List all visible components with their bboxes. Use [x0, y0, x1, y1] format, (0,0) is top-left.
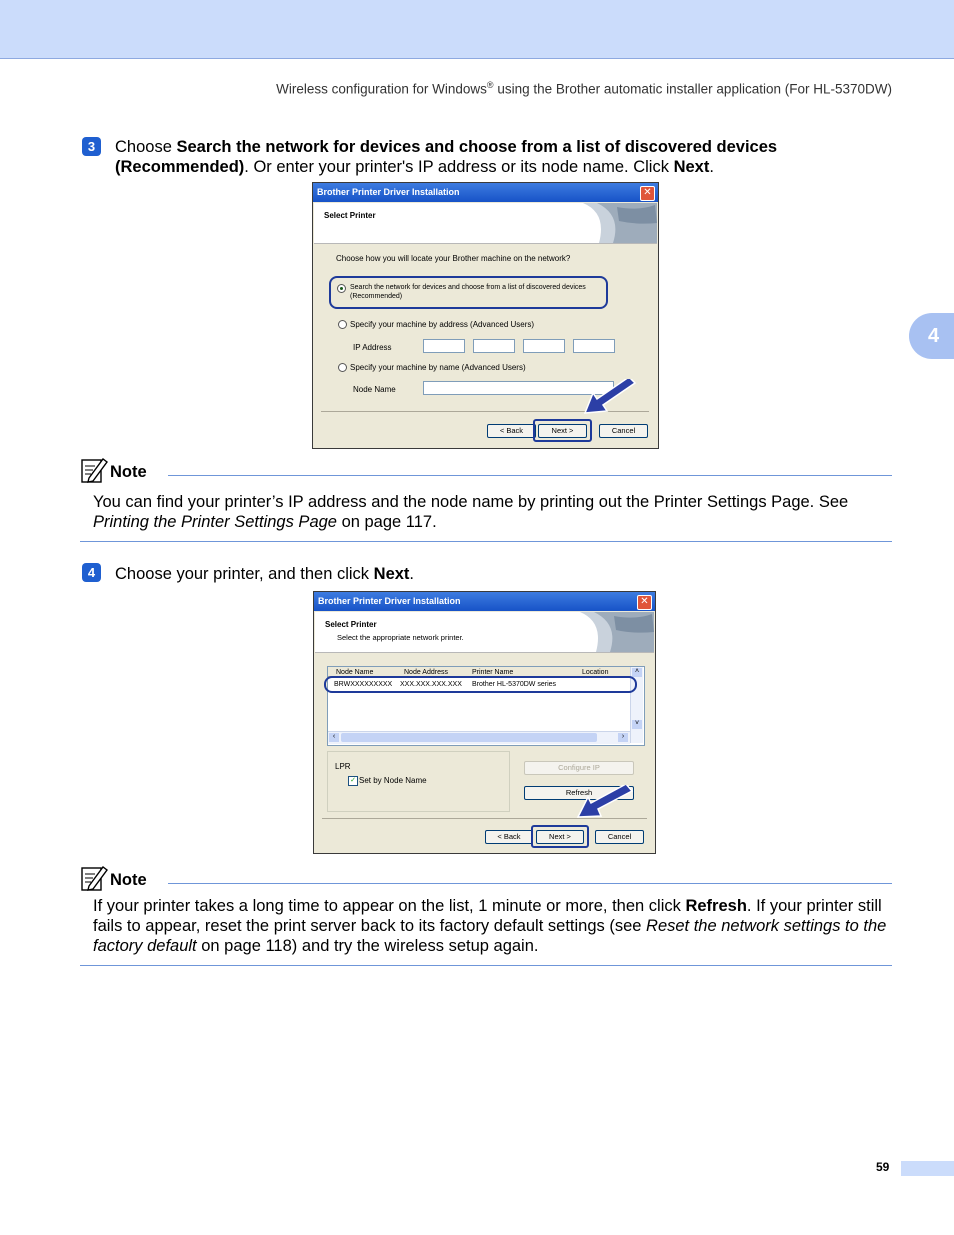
- node-name-label: Node Name: [353, 385, 396, 394]
- table-row[interactable]: BRWXXXXXXXXX XXX.XXX.XXX.XXX Brother HL-5370DW series: [334, 681, 557, 688]
- lpr-group: [327, 751, 510, 812]
- radio-by-address[interactable]: Specify your machine by address (Advanced Users): [338, 320, 534, 329]
- ip-octet-3[interactable]: [523, 339, 565, 353]
- scroll-down-icon[interactable]: ˅: [632, 720, 642, 729]
- scroll-thumb[interactable]: [341, 733, 597, 742]
- note-1-text: You can find your printer’s IP address and the node name by printing out the Printer Settings Page. See Printing the Printer Settings Page on page 117.: [93, 493, 849, 531]
- dialog-title: Brother Printer Driver Installation: [313, 183, 658, 202]
- dialog-select-printer-list: [313, 591, 656, 854]
- next-button[interactable]: Next >: [536, 830, 584, 844]
- cancel-button[interactable]: Cancel: [595, 830, 644, 844]
- radio-search-label: Search the network for devices and choose from a list of discovered devices (Recommended): [350, 284, 586, 300]
- checkbox-label: Set by Node Name: [359, 776, 427, 785]
- ip-address-label: IP Address: [353, 343, 392, 352]
- col-node-name[interactable]: Node Name: [336, 669, 374, 676]
- running-header: Wireless configuration for Windows® using the Brother automatic installer application (For HL-5370DW): [276, 80, 892, 97]
- refresh-button[interactable]: Refresh: [524, 786, 634, 800]
- note-1-bottom-rule: [80, 541, 892, 542]
- highlight-printer-row: [324, 676, 637, 693]
- scroll-right-icon[interactable]: ›: [618, 733, 628, 742]
- col-node-address[interactable]: Node Address: [404, 669, 448, 676]
- set-by-node-name-checkbox[interactable]: ✓: [348, 776, 358, 786]
- page-number: 59: [876, 1160, 890, 1174]
- step-4-text: Choose your printer, and then click Next.: [115, 565, 415, 583]
- dialog-header: Select Printer: [314, 203, 657, 244]
- ip-octet-2[interactable]: [473, 339, 515, 353]
- ip-octet-1[interactable]: [423, 339, 465, 353]
- note-pencil-icon: [80, 864, 108, 892]
- arrow-icon: [583, 379, 639, 415]
- step-3-text: Choose Search the network for devices and choose from a list of discovered devices (Recommended). Or enter your printer's IP address or its node name. Click Next.: [115, 138, 778, 176]
- col-printer-name[interactable]: Printer Name: [472, 669, 514, 676]
- arrow-icon: [576, 785, 634, 821]
- close-icon[interactable]: ✕: [640, 186, 655, 201]
- cancel-button[interactable]: Cancel: [599, 424, 648, 438]
- printer-art-icon: [574, 612, 654, 652]
- dialog-select-printer-method: [312, 182, 659, 449]
- back-button[interactable]: < Back: [485, 830, 533, 844]
- header-band: [0, 0, 954, 59]
- question-text: Choose how you will locate your Brother machine on the network?: [336, 254, 571, 263]
- close-icon[interactable]: ✕: [637, 595, 652, 610]
- note-2-bottom-rule: [80, 965, 892, 966]
- back-button[interactable]: < Back: [487, 424, 536, 438]
- divider: [322, 818, 647, 819]
- col-location[interactable]: Location: [582, 669, 609, 676]
- ip-octet-4[interactable]: [573, 339, 615, 353]
- scroll-left-icon[interactable]: ‹: [329, 733, 339, 742]
- horizontal-scrollbar[interactable]: [328, 731, 630, 744]
- note-pencil-icon: [80, 456, 108, 484]
- note-2-text: If your printer takes a long time to appear on the list, 1 minute or more, then click Refresh. If your printer still fails to appear, reset the print server back to its factory default settings (see Reset the network settings to the factory default on page 118) and try the wireless setup again.: [93, 897, 887, 955]
- step-4-bullet: 4: [82, 563, 101, 582]
- dialog-header: Select Printer Select the appropriate network printer.: [315, 612, 654, 653]
- page-number-bar: [901, 1161, 954, 1176]
- lpr-label: LPR: [335, 762, 351, 771]
- radio-search-network[interactable]: [337, 284, 349, 293]
- note-2-header: Note: [80, 864, 892, 894]
- radio-by-name[interactable]: Specify your machine by name (Advanced Users): [338, 363, 526, 372]
- scroll-up-icon[interactable]: ˄: [632, 668, 642, 677]
- chapter-tab: 4: [909, 313, 954, 359]
- note-1-header: Note: [80, 456, 892, 486]
- configure-ip-button[interactable]: Configure IP: [524, 761, 634, 775]
- dialog-title: Brother Printer Driver Installation: [314, 592, 655, 611]
- next-button[interactable]: Next >: [538, 424, 587, 438]
- step-3-bullet: 3: [82, 137, 101, 156]
- printer-art-icon: [577, 203, 657, 243]
